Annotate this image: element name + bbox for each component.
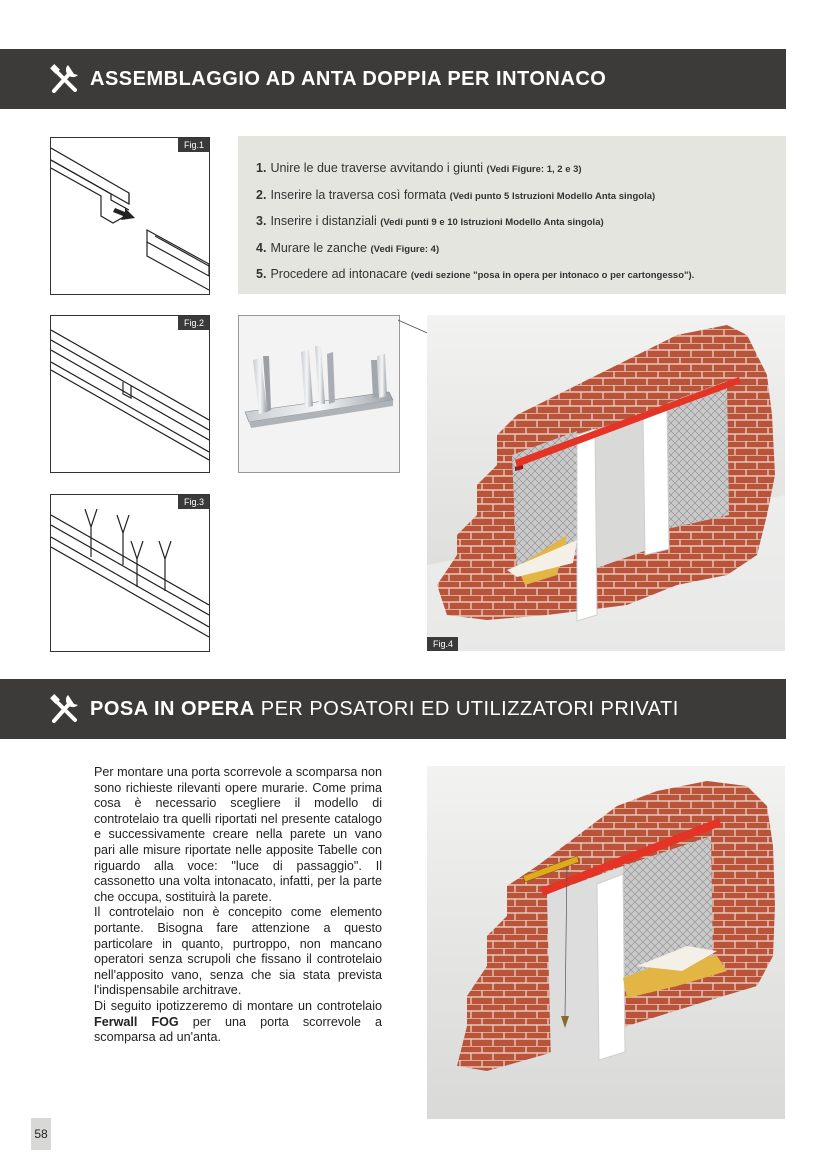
single-door-render [427, 766, 785, 1119]
page-number: 58 [31, 1118, 51, 1150]
figure-4 [427, 315, 785, 651]
figure-1 [50, 137, 210, 295]
figure-label: Fig.3 [178, 495, 209, 509]
section-title: POSA IN OPERA PER POSATORI ED UTILIZZATORI PRIVATI [90, 697, 679, 720]
paragraph: Di seguito ipotizzeremo di montare un controtelaio Ferwall FOG per una porta scorrevole a scomparsa ad un'anta. [94, 998, 382, 1045]
section-title: ASSEMBLAGGIO AD ANTA DOPPIA PER INTONACO [90, 67, 607, 90]
figure-2 [50, 315, 210, 473]
double-door-wall-render [427, 315, 785, 651]
bracket-image [239, 316, 399, 472]
tools-icon [46, 61, 82, 97]
paragraph: Il controtelaio non è concepito come elemento portante. Bisogna fare attenzione a questo particolare in quanto, purtroppo, non mancano operatori senza scrupoli che fissano il controtelaio nell'apposito vano, senza che sia stata prevista l'indispensabile architrave. [94, 905, 382, 998]
step-item: 3. Inserire i distanziali (Vedi punti 9 e 10 Istruzioni Modello Anta singola) [256, 214, 604, 228]
rail-joined-drawing [51, 316, 209, 472]
bracket-photo [238, 315, 400, 473]
step-item: 5. Procedere ad intonacare (vedi sezione "posa in opera per intonaco o per cartongesso"). [256, 267, 695, 281]
single-door-wall-render [427, 766, 785, 1119]
step-item: 2. Inserire la traversa così formata (Vedi punto 5 Istruzioni Modello Anta singola) [256, 187, 656, 202]
tools-icon [46, 691, 82, 727]
step-item: 1. Unire le due traverse avvitando i giunti (Vedi Figure: 1, 2 e 3) [256, 161, 582, 175]
spacers-drawing [51, 495, 209, 651]
step-item: 4. Murare le zanche (Vedi Figure: 4) [256, 240, 440, 255]
figure-label: Fig.4 [427, 637, 458, 651]
assembly-steps [238, 136, 786, 294]
figure-label: Fig.2 [178, 316, 209, 330]
rail-join-drawing [51, 138, 209, 294]
figure-3 [50, 494, 210, 652]
paragraph: Per montare una porta scorrevole a scomparsa non sono richieste rilevanti opere murarie. Come prima cosa è necessario scegliere il modello di controtelaio tra quelli riportati nel presente catalogo e successivamente creare nella parete un vano pari alle misure riportate nelle apposite Tabelle con riguardo alla voce: "luce di passaggio". Il cassonetto una volta intonacato, infatti, per la parte che occupa, sostituirà la parete. [94, 765, 382, 904]
section-banner-assembly [0, 49, 786, 109]
section-banner-installation [0, 679, 786, 739]
installation-text [94, 765, 382, 1046]
figure-label: Fig.1 [178, 138, 209, 152]
